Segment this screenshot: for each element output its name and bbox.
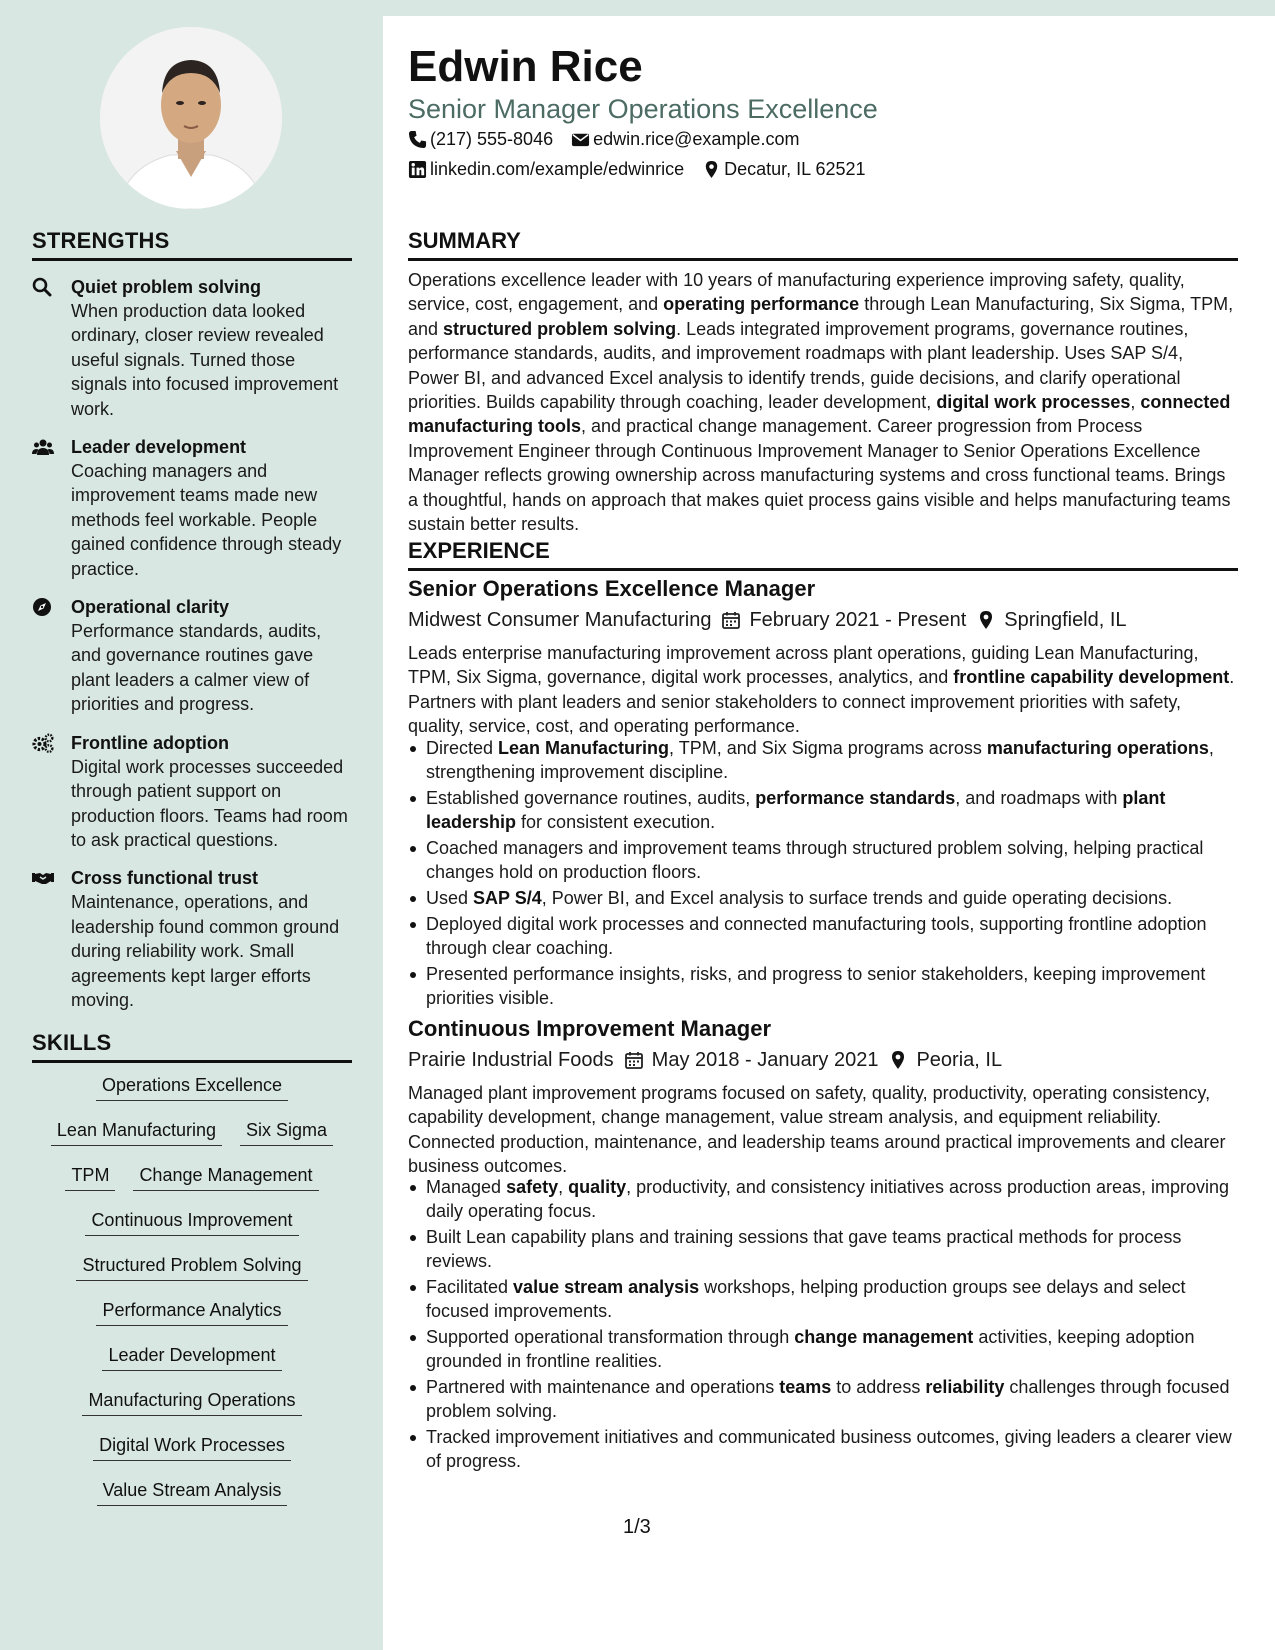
gears-icon [32,733,54,753]
job-intro: Managed plant improvement programs focused on safety, quality, productivity, operating consistency, capability development, change management, value stream analysis, and equipment reliability. Connected production, maintenance, and leadership teams around practical improvements and clearer business outcomes. [408,1083,1226,1177]
envelope-icon [571,130,590,149]
linkedin-icon [408,160,427,179]
strength-title: Quiet problem solving [71,277,262,297]
job-dates-item [721,607,966,633]
skills-section [32,1030,352,1523]
job-company: Prairie Industrial Foods [408,1049,614,1071]
phone-text: (217) 555-8046 [430,129,554,149]
skill-tag: Structured Problem Solving [76,1253,307,1281]
bullet-item: Presented performance insights, risks, and progress to senior stakeholders, keeping improvement priorities visible. [408,962,1238,1010]
strength-desc: Coaching managers and improvement teams made new methods feel workable. People gained confidence through steady practice. [71,461,342,579]
skill-tag: Continuous Improvement [85,1208,298,1236]
page-number: 1/3 [623,1516,651,1538]
job-dates-item [624,1047,879,1073]
strength-title: Frontline adoption [71,732,229,753]
bullet-item: Directed Lean Manufacturing, TPM, and Six Sigma programs across manufacturing operations, strengthening improvement discipline. [408,736,1238,784]
candidate-title: Senior Manager Operations Excellence [408,94,878,124]
job-dates: May 2018 - January 2021 [651,1049,879,1071]
calendar-icon [721,610,741,630]
job-location-item [976,607,1126,633]
contact-email[interactable] [571,127,799,151]
bullet-item: Tracked improvement initiatives and communicated business outcomes, giving leaders a clearer view of progress. [408,1425,1238,1473]
bullet-item: Built Lean capability plans and training sessions that gave teams practical methods for process reviews. [408,1225,1238,1273]
skill-tag: Digital Work Processes [93,1433,291,1461]
strength-desc: When production data looked ordinary, closer review revealed useful signals. Turned those signals into focused improvement work. [71,301,339,419]
skills-title: SKILLS [32,1030,352,1063]
bullet-item: Supported operational transformation through change management activities, keeping adoption grounded in frontline realities. [408,1325,1238,1373]
job-location: Springfield, IL [1004,609,1127,631]
map-pin-icon [702,160,721,179]
main-content [383,16,1275,1650]
summary-text: Operations excellence leader with 10 years of manufacturing experience improving safety, quality, service, cost, engagement, and operating performance through Lean Manufacturing, Six Sigma, TPM, and structured problem solving. Leads integrated improvement programs, governance routines, performance standards, audits, and improvement roadmaps with plant leadership. Uses SAP S/4, Power BI, and advanced Excel analysis to identify trends, guide decisions, and clarify operational priorities. Builds capability through coaching, leader development, digital work processes, connected manufacturing tools, and practical change management. Career progression from Process Improvement Engineer through Continuous Improvement Manager to Senior Operations Excellence Manager reflects growing ownership across manufacturing systems and cross functional teams. Brings a thoughtful, hands on approach that makes quiet process gains visible and helps manufacturing teams sustain better results. [408,270,1234,535]
strength-title: Leader development [71,437,247,458]
job-location: Peoria, IL [916,1049,1003,1071]
skill-tag: Manufacturing Operations [82,1388,301,1416]
skill-tag: Lean Manufacturing [51,1118,222,1146]
bullet-item: Used SAP S/4, Power BI, and Excel analysis to surface trends and guide operating decisions. [408,886,1238,910]
bullet-item: Coached managers and improvement teams through structured problem solving, helping practical changes hold on production floors. [408,836,1238,884]
strength-title: Operational clarity [71,597,230,618]
contact-location [702,157,865,181]
strength-item [32,731,352,853]
skill-tag: Six Sigma [240,1118,333,1146]
email-link[interactable]: edwin.rice@example.com [593,129,800,149]
job-bullets [408,1175,1238,1475]
map-pin-icon [976,610,996,630]
strength-item [32,435,352,581]
strengths-title: STRENGTHS [32,228,352,261]
map-pin-icon [888,1050,908,1070]
top-band [0,0,1275,16]
bullet-item: Partnered with maintenance and operations teams to address reliability challenges through focused problem solving. [408,1375,1238,1423]
experience-title: EXPERIENCE [408,538,1238,571]
users-icon [32,437,54,457]
calendar-icon [624,1050,644,1070]
strength-item [32,595,352,717]
contact-phone [408,127,553,151]
bullet-item: Facilitated value stream analysis workshops, helping production groups see delays and select focused improvements. [408,1275,1238,1323]
profile-photo [100,27,282,209]
job-meta [408,607,1127,633]
job-role: Continuous Improvement Manager [408,1016,772,1041]
compass-icon [32,597,54,617]
strength-desc: Digital work processes succeeded through patient support on production floors. Teams had room to ask practical questions. [71,756,348,850]
strength-desc: Maintenance, operations, and leadership found common ground during reliability work. Small agreements kept larger efforts moving. [71,892,340,1010]
job-intro: Leads enterprise manufacturing improvement across plant operations, guiding Lean Manufacturing, TPM, Six Sigma, governance, digital work processes, analytics, and frontline capability development. Partners with plant leaders and senior stakeholders to connect improvement priorities with safety, quality, service, cost, and operating performance. [408,643,1235,737]
job-meta [408,1047,1002,1073]
contact-linkedin[interactable] [408,157,684,181]
handshake-icon [32,868,54,888]
linkedin-link[interactable]: linkedin.com/example/edwinrice [430,159,685,179]
phone-icon [408,130,427,149]
strength-title: Cross functional trust [71,868,259,889]
skill-tag: Performance Analytics [96,1298,287,1326]
strength-desc: Performance standards, audits, and governance routines gave plant leaders a calmer view of priorities and progress. [71,621,322,715]
skill-tag: Leader Development [102,1343,281,1371]
strength-item [32,866,352,1012]
contact-row [408,127,799,151]
bullet-item: Established governance routines, audits, performance standards, and roadmaps with plant leadership for consistent execution. [408,786,1238,834]
bullet-item: Managed safety, quality, productivity, and consistency initiatives across production areas, improving daily operating focus. [408,1175,1238,1223]
skill-tag: TPM [65,1163,115,1191]
job-company: Midwest Consumer Manufacturing [408,609,712,631]
skill-tag: Change Management [133,1163,318,1191]
job-dates: February 2021 - Present [749,609,967,631]
skill-tag: Value Stream Analysis [97,1478,288,1506]
strengths-section [32,228,352,1012]
candidate-name: Edwin Rice [408,42,643,91]
magnifier-icon [32,277,54,297]
job-role: Senior Operations Excellence Manager [408,576,816,601]
strength-item [32,275,352,421]
skill-tag: Operations Excellence [96,1073,288,1101]
contact-row [408,157,866,181]
summary-title: SUMMARY [408,228,1238,261]
skills-list [32,1073,352,1523]
job-bullets [408,736,1238,1012]
location-text: Decatur, IL 62521 [724,159,866,179]
job-location-item [888,1047,1002,1073]
bullet-item: Deployed digital work processes and connected manufacturing tools, supporting frontline adoption through clear coaching. [408,912,1238,960]
